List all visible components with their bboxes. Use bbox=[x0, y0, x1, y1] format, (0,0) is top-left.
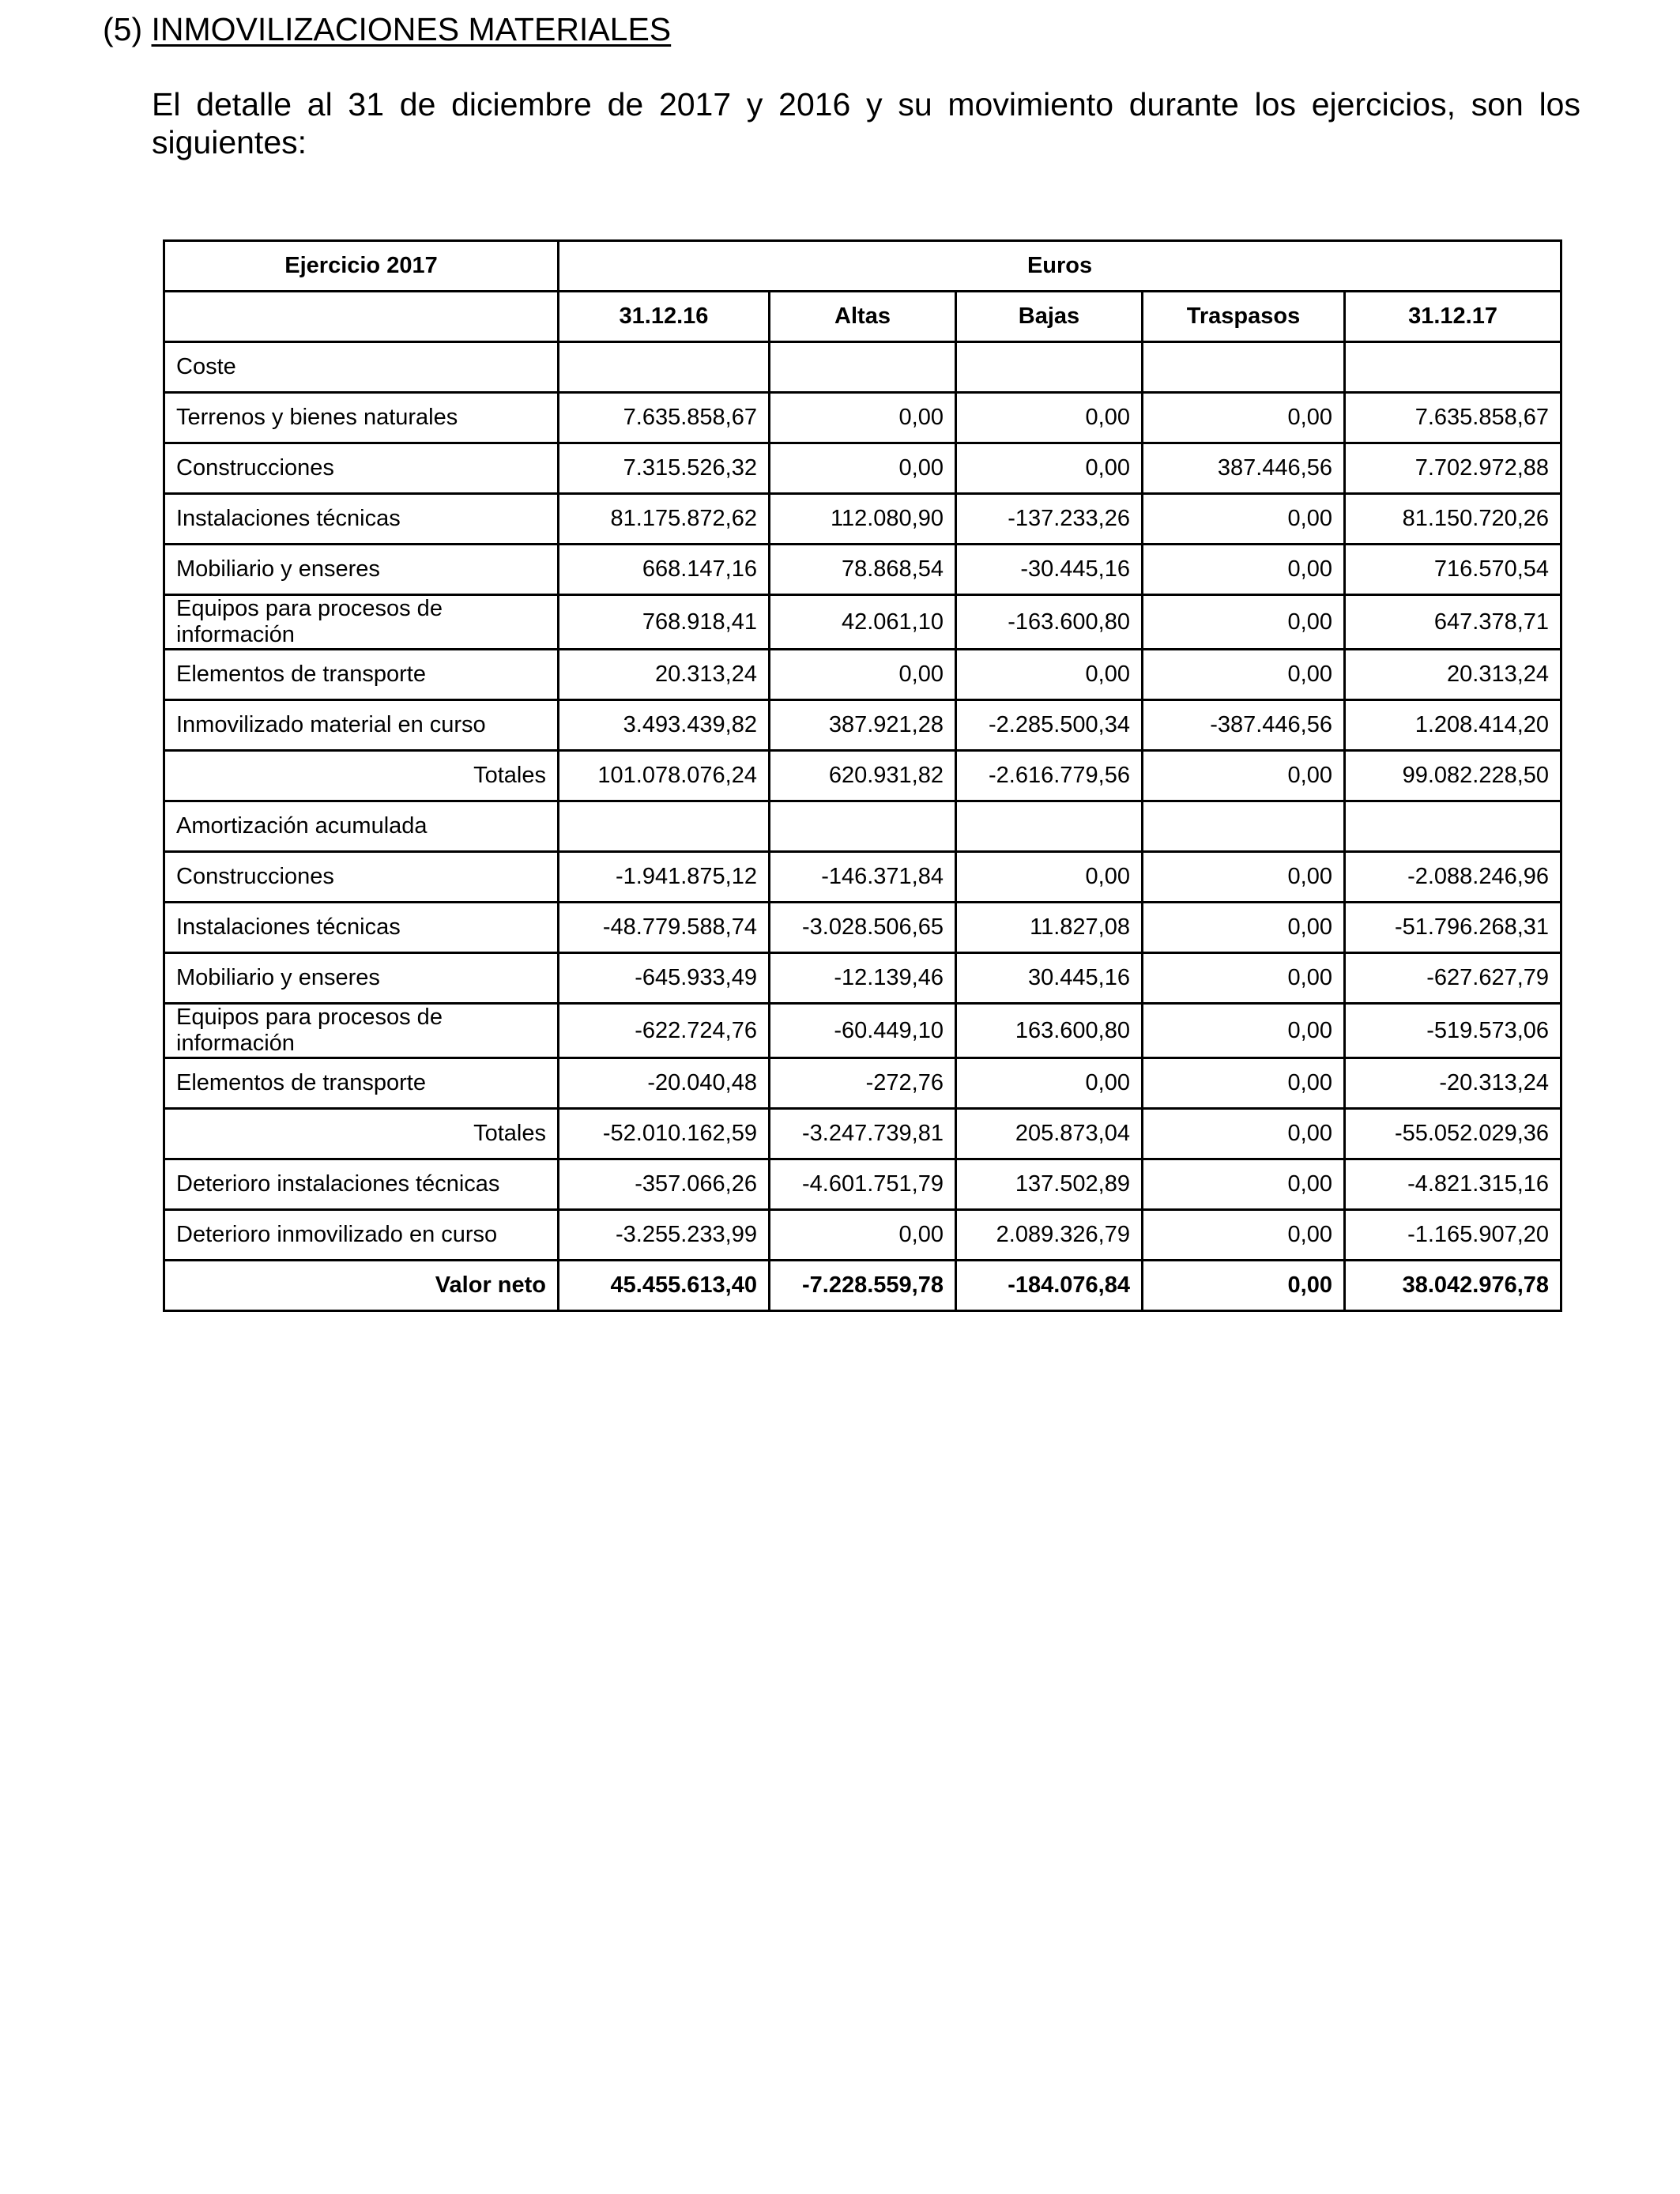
table-row bbox=[164, 443, 1561, 494]
currency-label: Euros bbox=[559, 241, 1561, 292]
value-cell: 45.455.613,40 bbox=[559, 1261, 770, 1311]
value-cell: -622.724,76 bbox=[559, 1004, 770, 1058]
totals-row-amortizacion bbox=[164, 1109, 1561, 1159]
value-cell: -519.573,06 bbox=[1345, 1004, 1561, 1058]
value-cell: 101.078.076,24 bbox=[559, 751, 770, 801]
value-cell: 0,00 bbox=[1143, 1058, 1345, 1109]
value-cell: -48.779.588,74 bbox=[559, 903, 770, 953]
table-row bbox=[164, 1058, 1561, 1109]
column-header: Altas bbox=[770, 292, 956, 342]
empty-cell bbox=[559, 801, 770, 852]
value-cell: 716.570,54 bbox=[1345, 545, 1561, 595]
row-label: Equipos para procesos de información bbox=[164, 1004, 559, 1058]
value-cell: -1.165.907,20 bbox=[1345, 1210, 1561, 1261]
section-label: Coste bbox=[164, 342, 559, 393]
value-cell: 0,00 bbox=[1143, 1261, 1345, 1311]
value-cell: 0,00 bbox=[1143, 1109, 1345, 1159]
corner-label: Ejercicio 2017 bbox=[164, 241, 559, 292]
row-label: Terrenos y bienes naturales bbox=[164, 393, 559, 443]
net-value-row bbox=[164, 1261, 1561, 1311]
value-cell: 0,00 bbox=[1143, 1210, 1345, 1261]
table-row bbox=[164, 545, 1561, 595]
value-cell: 7.702.972,88 bbox=[1345, 443, 1561, 494]
value-cell: 42.061,10 bbox=[770, 595, 956, 650]
table-row bbox=[164, 903, 1561, 953]
value-cell: 0,00 bbox=[956, 393, 1143, 443]
value-cell: 78.868,54 bbox=[770, 545, 956, 595]
table-row bbox=[164, 1004, 1561, 1058]
intro-paragraph: El detalle al 31 de diciembre de 2017 y 2016 y su movimiento durante los ejercicios, son los siguientes: bbox=[152, 86, 1580, 160]
value-cell: -30.445,16 bbox=[956, 545, 1143, 595]
table-row bbox=[164, 650, 1561, 700]
value-cell: 1.208.414,20 bbox=[1345, 700, 1561, 751]
value-cell: -184.076,84 bbox=[956, 1261, 1143, 1311]
value-cell: 0,00 bbox=[1143, 852, 1345, 903]
row-label: Totales bbox=[164, 751, 559, 801]
value-cell: 0,00 bbox=[770, 1210, 956, 1261]
value-cell: 81.150.720,26 bbox=[1345, 494, 1561, 545]
section-heading bbox=[103, 11, 671, 48]
value-cell: -4.821.315,16 bbox=[1345, 1159, 1561, 1210]
row-label: Mobiliario y enseres bbox=[164, 953, 559, 1004]
row-label: Instalaciones técnicas bbox=[164, 494, 559, 545]
value-cell: -55.052.029,36 bbox=[1345, 1109, 1561, 1159]
row-label: Elementos de transporte bbox=[164, 650, 559, 700]
value-cell: 387.446,56 bbox=[1143, 443, 1345, 494]
row-label: Instalaciones técnicas bbox=[164, 903, 559, 953]
row-label: Mobiliario y enseres bbox=[164, 545, 559, 595]
value-cell: 0,00 bbox=[1143, 903, 1345, 953]
value-cell: 620.931,82 bbox=[770, 751, 956, 801]
value-cell: -2.285.500,34 bbox=[956, 700, 1143, 751]
row-label: Totales bbox=[164, 1109, 559, 1159]
value-cell: 0,00 bbox=[1143, 1159, 1345, 1210]
value-cell: -163.600,80 bbox=[956, 595, 1143, 650]
empty-cell bbox=[1345, 801, 1561, 852]
value-cell: -2.616.779,56 bbox=[956, 751, 1143, 801]
value-cell: 112.080,90 bbox=[770, 494, 956, 545]
value-cell: 647.378,71 bbox=[1345, 595, 1561, 650]
value-cell: 668.147,16 bbox=[559, 545, 770, 595]
value-cell: 7.635.858,67 bbox=[559, 393, 770, 443]
value-cell: 99.082.228,50 bbox=[1345, 751, 1561, 801]
value-cell: 0,00 bbox=[1143, 650, 1345, 700]
value-cell: -4.601.751,79 bbox=[770, 1159, 956, 1210]
row-label: Inmovilizado material en curso bbox=[164, 700, 559, 751]
value-cell: 2.089.326,79 bbox=[956, 1210, 1143, 1261]
value-cell: 0,00 bbox=[1143, 393, 1345, 443]
table-row bbox=[164, 494, 1561, 545]
row-label: Equipos para procesos de información bbox=[164, 595, 559, 650]
value-cell: 20.313,24 bbox=[559, 650, 770, 700]
table-row bbox=[164, 953, 1561, 1004]
value-cell: -52.010.162,59 bbox=[559, 1109, 770, 1159]
table-row bbox=[164, 1159, 1561, 1210]
value-cell: 38.042.976,78 bbox=[1345, 1261, 1561, 1311]
value-cell: 0,00 bbox=[956, 852, 1143, 903]
empty-cell bbox=[559, 342, 770, 393]
header-row-2 bbox=[164, 292, 1561, 342]
empty-cell bbox=[1143, 342, 1345, 393]
empty-cell bbox=[770, 342, 956, 393]
table-row bbox=[164, 1210, 1561, 1261]
section-title: INMOVILIZACIONES MATERIALES bbox=[151, 11, 672, 47]
value-cell: -3.255.233,99 bbox=[559, 1210, 770, 1261]
empty-cell bbox=[1345, 342, 1561, 393]
value-cell: -357.066,26 bbox=[559, 1159, 770, 1210]
value-cell: 387.921,28 bbox=[770, 700, 956, 751]
row-label: Construcciones bbox=[164, 852, 559, 903]
value-cell: 0,00 bbox=[770, 443, 956, 494]
column-header: 31.12.16 bbox=[559, 292, 770, 342]
value-cell: 205.873,04 bbox=[956, 1109, 1143, 1159]
value-cell: -60.449,10 bbox=[770, 1004, 956, 1058]
value-cell: 81.175.872,62 bbox=[559, 494, 770, 545]
value-cell: -51.796.268,31 bbox=[1345, 903, 1561, 953]
value-cell: -20.313,24 bbox=[1345, 1058, 1561, 1109]
table-body bbox=[164, 241, 1561, 1311]
value-cell: -272,76 bbox=[770, 1058, 956, 1109]
value-cell: -3.247.739,81 bbox=[770, 1109, 956, 1159]
column-header: 31.12.17 bbox=[1345, 292, 1561, 342]
value-cell: 0,00 bbox=[770, 393, 956, 443]
totals-row-coste bbox=[164, 751, 1561, 801]
value-cell: 0,00 bbox=[956, 650, 1143, 700]
empty-cell bbox=[770, 801, 956, 852]
table-row bbox=[164, 393, 1561, 443]
value-cell: 137.502,89 bbox=[956, 1159, 1143, 1210]
empty-cell bbox=[956, 801, 1143, 852]
value-cell: 20.313,24 bbox=[1345, 650, 1561, 700]
value-cell: 0,00 bbox=[1143, 751, 1345, 801]
value-cell: -387.446,56 bbox=[1143, 700, 1345, 751]
empty-cell bbox=[1143, 801, 1345, 852]
value-cell: -627.627,79 bbox=[1345, 953, 1561, 1004]
section-row-amortizacion bbox=[164, 801, 1561, 852]
value-cell: 7.635.858,67 bbox=[1345, 393, 1561, 443]
row-label: Valor neto bbox=[164, 1261, 559, 1311]
value-cell: 0,00 bbox=[1143, 545, 1345, 595]
row-label: Deterioro instalaciones técnicas bbox=[164, 1159, 559, 1210]
section-label: Amortización acumulada bbox=[164, 801, 559, 852]
value-cell: 30.445,16 bbox=[956, 953, 1143, 1004]
value-cell: 0,00 bbox=[770, 650, 956, 700]
value-cell: 3.493.439,82 bbox=[559, 700, 770, 751]
value-cell: -146.371,84 bbox=[770, 852, 956, 903]
header-row-1 bbox=[164, 241, 1561, 292]
value-cell: -137.233,26 bbox=[956, 494, 1143, 545]
value-cell: -3.028.506,65 bbox=[770, 903, 956, 953]
value-cell: 11.827,08 bbox=[956, 903, 1143, 953]
column-header: Bajas bbox=[956, 292, 1143, 342]
empty-cell bbox=[164, 292, 559, 342]
empty-cell bbox=[956, 342, 1143, 393]
value-cell: -1.941.875,12 bbox=[559, 852, 770, 903]
value-cell: 0,00 bbox=[956, 443, 1143, 494]
value-cell: -2.088.246,96 bbox=[1345, 852, 1561, 903]
row-label: Elementos de transporte bbox=[164, 1058, 559, 1109]
table-row bbox=[164, 852, 1561, 903]
fixed-assets-table bbox=[163, 239, 1562, 1312]
value-cell: 7.315.526,32 bbox=[559, 443, 770, 494]
row-label: Construcciones bbox=[164, 443, 559, 494]
table-row bbox=[164, 595, 1561, 650]
value-cell: -12.139,46 bbox=[770, 953, 956, 1004]
value-cell: 0,00 bbox=[1143, 494, 1345, 545]
value-cell: -20.040,48 bbox=[559, 1058, 770, 1109]
value-cell: 0,00 bbox=[1143, 953, 1345, 1004]
value-cell: -7.228.559,78 bbox=[770, 1261, 956, 1311]
value-cell: 0,00 bbox=[1143, 1004, 1345, 1058]
value-cell: 0,00 bbox=[1143, 595, 1345, 650]
value-cell: -645.933,49 bbox=[559, 953, 770, 1004]
column-header: Traspasos bbox=[1143, 292, 1345, 342]
section-number: (5) bbox=[103, 11, 143, 47]
value-cell: 768.918,41 bbox=[559, 595, 770, 650]
section-row-coste bbox=[164, 342, 1561, 393]
value-cell: 0,00 bbox=[956, 1058, 1143, 1109]
value-cell: 163.600,80 bbox=[956, 1004, 1143, 1058]
row-label: Deterioro inmovilizado en curso bbox=[164, 1210, 559, 1261]
table-row bbox=[164, 700, 1561, 751]
